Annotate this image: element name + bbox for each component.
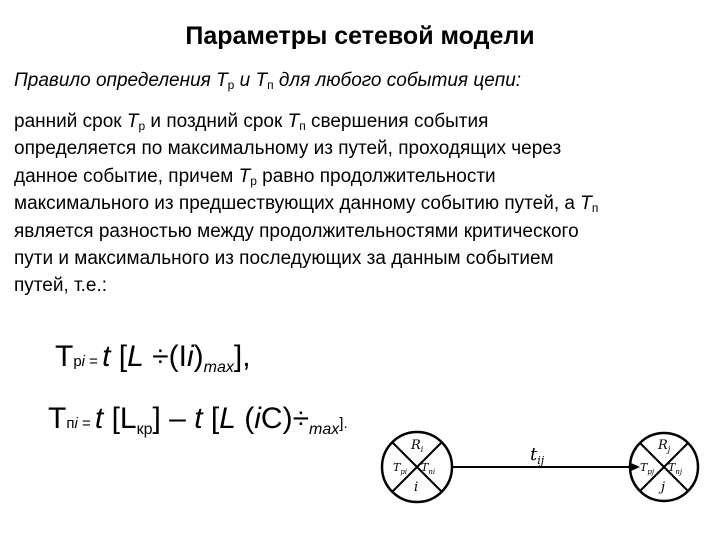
f-sub: п [66, 415, 75, 432]
text-span: свершения события [305, 111, 489, 132]
node-i-late: $T_{пi}$ [421, 461, 436, 476]
f-text: ( [235, 402, 255, 435]
f-index: i [81, 353, 86, 370]
text-span: максимального из предшествующих данному событию путей, а [14, 193, 581, 215]
text-span: равно продолжительности [256, 165, 496, 187]
node-i-reserve: $R_i$ [411, 438, 424, 454]
body-line-6: пути и максимального из последующих за данным событием [14, 247, 554, 269]
symbol-tp: T [238, 165, 251, 187]
symbol-tn: T [287, 111, 300, 132]
f-symbol: T [55, 340, 74, 373]
f-eq: = [77, 415, 95, 432]
node-j-reserve: $R_j$ [658, 438, 671, 454]
f-sub: p [73, 353, 82, 370]
node-j-number: j [661, 480, 666, 495]
event-node-i [382, 432, 452, 502]
f-symbol: T [48, 402, 67, 435]
body-line-7: путей, т.е.: [14, 275, 108, 297]
f-bracket: [ [103, 402, 120, 435]
f-symbol: t [94, 402, 104, 435]
text-span: ранний срок [14, 111, 127, 132]
node-i-number: i [414, 480, 419, 495]
f-bracket: ], [233, 340, 251, 373]
symbol-tn: T [580, 193, 592, 215]
body-line-5: является разностью между продолжительностями критического [14, 220, 579, 242]
rule-tn: T [255, 70, 268, 91]
f-max: max [203, 359, 234, 376]
rule-prefix: Правило определения [14, 70, 217, 91]
f-max: max [309, 421, 340, 438]
f-eq: = [85, 353, 103, 370]
node-j-early: $T_{pj}$ [640, 461, 654, 476]
f-bracket: [ [202, 402, 220, 435]
event-node-j [630, 433, 698, 501]
f-bracket: [ [110, 340, 128, 373]
symbol-sub: p [250, 173, 257, 188]
symbol-tp: T [126, 111, 139, 132]
f-index: i [186, 340, 194, 373]
f-index: i [74, 415, 78, 432]
page-title: Параметры сетевой модели [185, 22, 535, 50]
rule-suffix: для любого события цепи: [273, 70, 522, 91]
rule-tn-sub: п [267, 78, 274, 92]
node-i-early: $T_{pi}$ [393, 461, 408, 476]
body-line-2: определяется по максимальному из путей, проходящих через [14, 138, 562, 160]
f-symbol: t [194, 402, 203, 435]
f-index: i [254, 402, 261, 435]
f-symbol: t [102, 340, 111, 373]
symbol-sub: п [591, 201, 599, 216]
f-kr: кр [136, 421, 153, 438]
f-text: ) [193, 340, 204, 373]
f-text: ÷(I [143, 340, 187, 373]
f-symbol: L [119, 402, 137, 435]
f-bracket: ] – [152, 402, 195, 435]
work-arrow [452, 444, 640, 471]
text-span: данное событие, причем [14, 165, 239, 187]
f-text: C)÷ [260, 402, 310, 435]
rule-and: и [234, 70, 256, 91]
node-j-late: $T_{пj}$ [668, 461, 683, 476]
rule-tp: T [216, 70, 228, 91]
f-bracket: ]. [339, 415, 348, 432]
f-symbol: L [127, 340, 144, 373]
rule-tp-sub: p [227, 78, 235, 92]
f-symbol: L [219, 402, 236, 435]
arrow-duration-label: $t_{ij}$ [530, 444, 545, 467]
text-span: и поздний срок [145, 111, 288, 132]
symbol-sub: p [138, 119, 146, 133]
symbol-sub: п [299, 119, 306, 133]
